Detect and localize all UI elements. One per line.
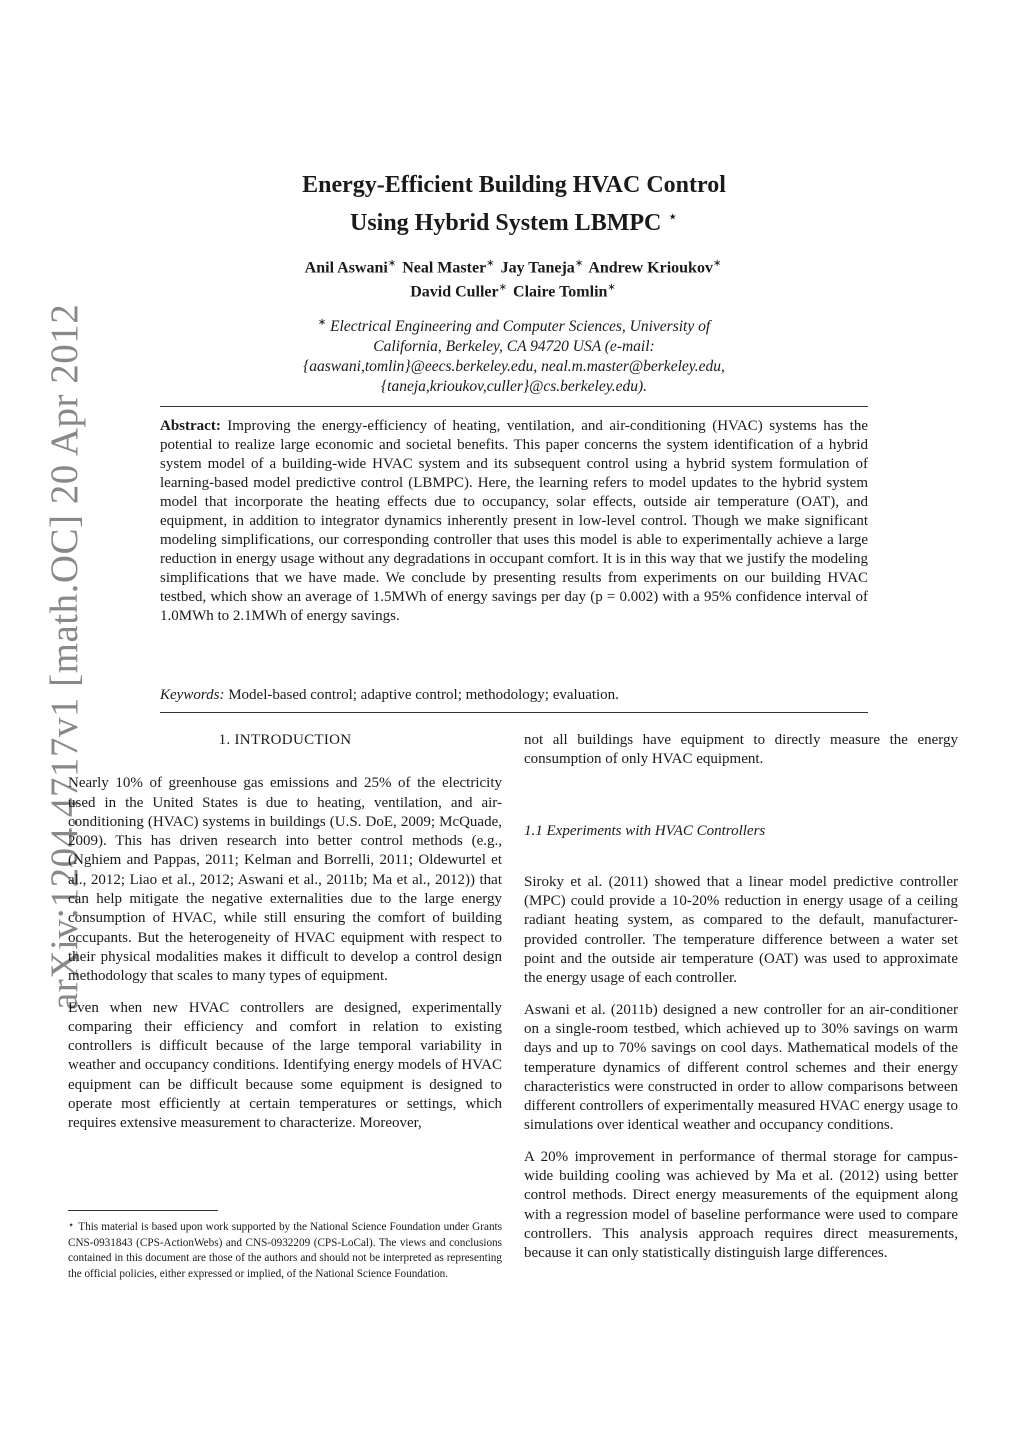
author-line-2 <box>160 278 868 302</box>
abstract-text: Improving the energy-efficiency of heating, ventilation, and air-conditioning (HVAC) systems has the potential to realize large economic and societal benefits. This paper concerns the system identification of a hybrid system model of a building-wide HVAC system and its subsequent control using a hybrid system formulation of learning-based model predictive control (LBMPC). Here, the learning refers to model updates to the hybrid system model that incorporate the heating effects due to occupancy, solar effects, outside air temperature (OAT), and equipment, in addition to integrator dynamics inherently present in low-level control. Though we make significant modeling simplifications, our corresponding controller that uses this model is able to experimentally achieve a large reduction in energy usage without any degradations in occupant comfort. It is in this way that we justify the modeling simplifications that we have made. We conclude by presenting results from experiments on our building HVAC testbed, which show an average of 1.5MWh of energy savings per day (p = 0.002) with a 95% confidence interval of 1.0MWh to 2.1MWh of energy savings. <box>160 418 868 624</box>
funding-footnote <box>68 1218 502 1282</box>
author-mark: ∗ <box>607 282 616 294</box>
right-column <box>524 731 958 1276</box>
affiliation-text: Electrical Engineering and Computer Sciences, University of <box>330 318 711 336</box>
author-list <box>160 254 868 303</box>
author-mark: ∗ <box>486 258 495 269</box>
experiments-paragraph-1: Siroky et al. (2011) showed that a linear model predictive controller (MPC) could provide a 10-20% reduction in energy usage of a ceiling radiant heating system, as compared to the default, manufacturer-provided controller. The temperature difference between a water set point and the outside air temperature (OAT) was used to approximate the energy usage of each controller. <box>524 873 958 987</box>
author: Claire Tomlin <box>513 283 608 301</box>
left-column <box>68 731 502 1146</box>
title-line-1: Energy-Efficient Building HVAC Control <box>302 172 726 198</box>
keywords <box>160 686 868 705</box>
affiliation-emails-2[interactable]: {taneja,krioukov,culler}@cs.berkeley.edu). <box>380 378 648 396</box>
title-footnote-star[interactable]: ⋆ <box>667 207 678 226</box>
paper-title <box>160 170 868 239</box>
arxiv-identifier[interactable]: arXiv:1204.4717v1 [math.OC] 20 Apr 2012 <box>43 303 86 1010</box>
author: Neal Master <box>402 259 487 277</box>
author: Jay Taneja <box>500 259 575 277</box>
author-line-1 <box>160 254 868 278</box>
author-mark: ∗ <box>387 258 397 269</box>
title-line-2 <box>160 201 868 239</box>
intro-paragraph-2: Even when new HVAC controllers are designed, experimentally comparing their efficiency and comfort in relation to existing controllers is difficult because of the large temporal variability in weather and occupancy conditions. Identifying energy models of HVAC equipment can be difficult because some equipment is designed to operate most efficiently at certain temperatures or settings, which requires extensive measurement to characterize. Moreover, <box>68 999 502 1132</box>
affiliation-line-1 <box>160 313 868 337</box>
experiments-paragraph-2: Aswani et al. (2011b) designed a new controller for an air-conditioner on a single-room testbed, which achieved up to 30% savings on warm days and up to 70% savings on cool days. Mathematical models of the temperature dynamics of different control schemes and their energy characteristics were constructed in order to allow comparisons between different controllers of experimentally measured HVAC energy usage to simulations over identical weather and occupancy conditions. <box>524 1001 958 1134</box>
continuation-paragraph: not all buildings have equipment to directly measure the energy consumption of only HVAC equipment. <box>524 732 958 768</box>
keywords-bottom-rule <box>160 712 868 713</box>
author-mark: ∗ <box>574 258 584 269</box>
keywords-label: Keywords: <box>160 687 225 703</box>
footnote-text: This material is based upon work supported by the National Science Foundation under Grants CNS-0931843 (CPS-ActionWebs) and CNS-0932209 (CPS-LoCal). The views and conclusions contained in this document are those of the authors and should not be interpreted as representing the official policies, either expressed or implied, of the National Science Foundation. <box>68 1221 502 1280</box>
author-mark: ∗ <box>498 282 508 294</box>
abstract-top-rule <box>160 406 868 407</box>
footnote-star: ⋆ <box>68 1220 75 1231</box>
affiliation-emails-1[interactable]: {aaswani,tomlin}@eecs.berkeley.edu, neal.m.master@berkeley.edu, <box>303 358 725 376</box>
author-mark: ∗ <box>712 258 722 269</box>
title-line-2-text: Using Hybrid System LBMPC <box>349 210 662 236</box>
subsection-heading-experiments: 1.1 Experiments with HVAC Controllers <box>524 822 766 839</box>
abstract-label: Abstract: <box>160 418 221 434</box>
affiliation <box>160 313 868 397</box>
footnote-rule <box>68 1210 218 1211</box>
author: Anil Aswani <box>304 259 388 277</box>
keywords-text: Model-based control; adaptive control; methodology; evaluation. <box>228 687 619 703</box>
affiliation-mark: ∗ <box>317 317 327 328</box>
affiliation-line-2: California, Berkeley, CA 94720 USA (e-mail: <box>373 338 655 356</box>
author: David Culler <box>410 283 499 301</box>
intro-paragraph-1: Nearly 10% of greenhouse gas emissions and 25% of the electricity used in the United States is due to heating, ventilation, and air-conditioning (HVAC) systems in buildings (U.S. DoE, 2009; McQuade, 2009). This has driven research into better control methods (e.g., (Nghiem and Pappas, 2011; Kelman and Borrelli, 2011; Oldewurtel et al., 2012; Liao et al., 2012; Aswani et al., 2011b; Ma et al., 2012)) that can help mitigate the negative externalities due to the large energy consumption of HVAC, while still ensuring the comfort of building occupants. But the heterogeneity of HVAC equipment with respect to their physical modalities makes it difficult to develop a control design methodology that scales to many types of equipment. <box>68 775 502 985</box>
author: Andrew Krioukov <box>588 259 713 277</box>
experiments-paragraph-3: A 20% improvement in performance of thermal storage for campus-wide building cooling was achieved by Ma et al. (2012) using better control methods. Direct energy measurements of the equipment along with a regression model of baseline performance were used to compare controllers. This analysis approach requires direct measurements, because it can only statistically distinguish large differences. <box>524 1148 958 1262</box>
abstract <box>160 417 868 626</box>
section-heading-introduction: 1. INTRODUCTION <box>218 732 352 748</box>
